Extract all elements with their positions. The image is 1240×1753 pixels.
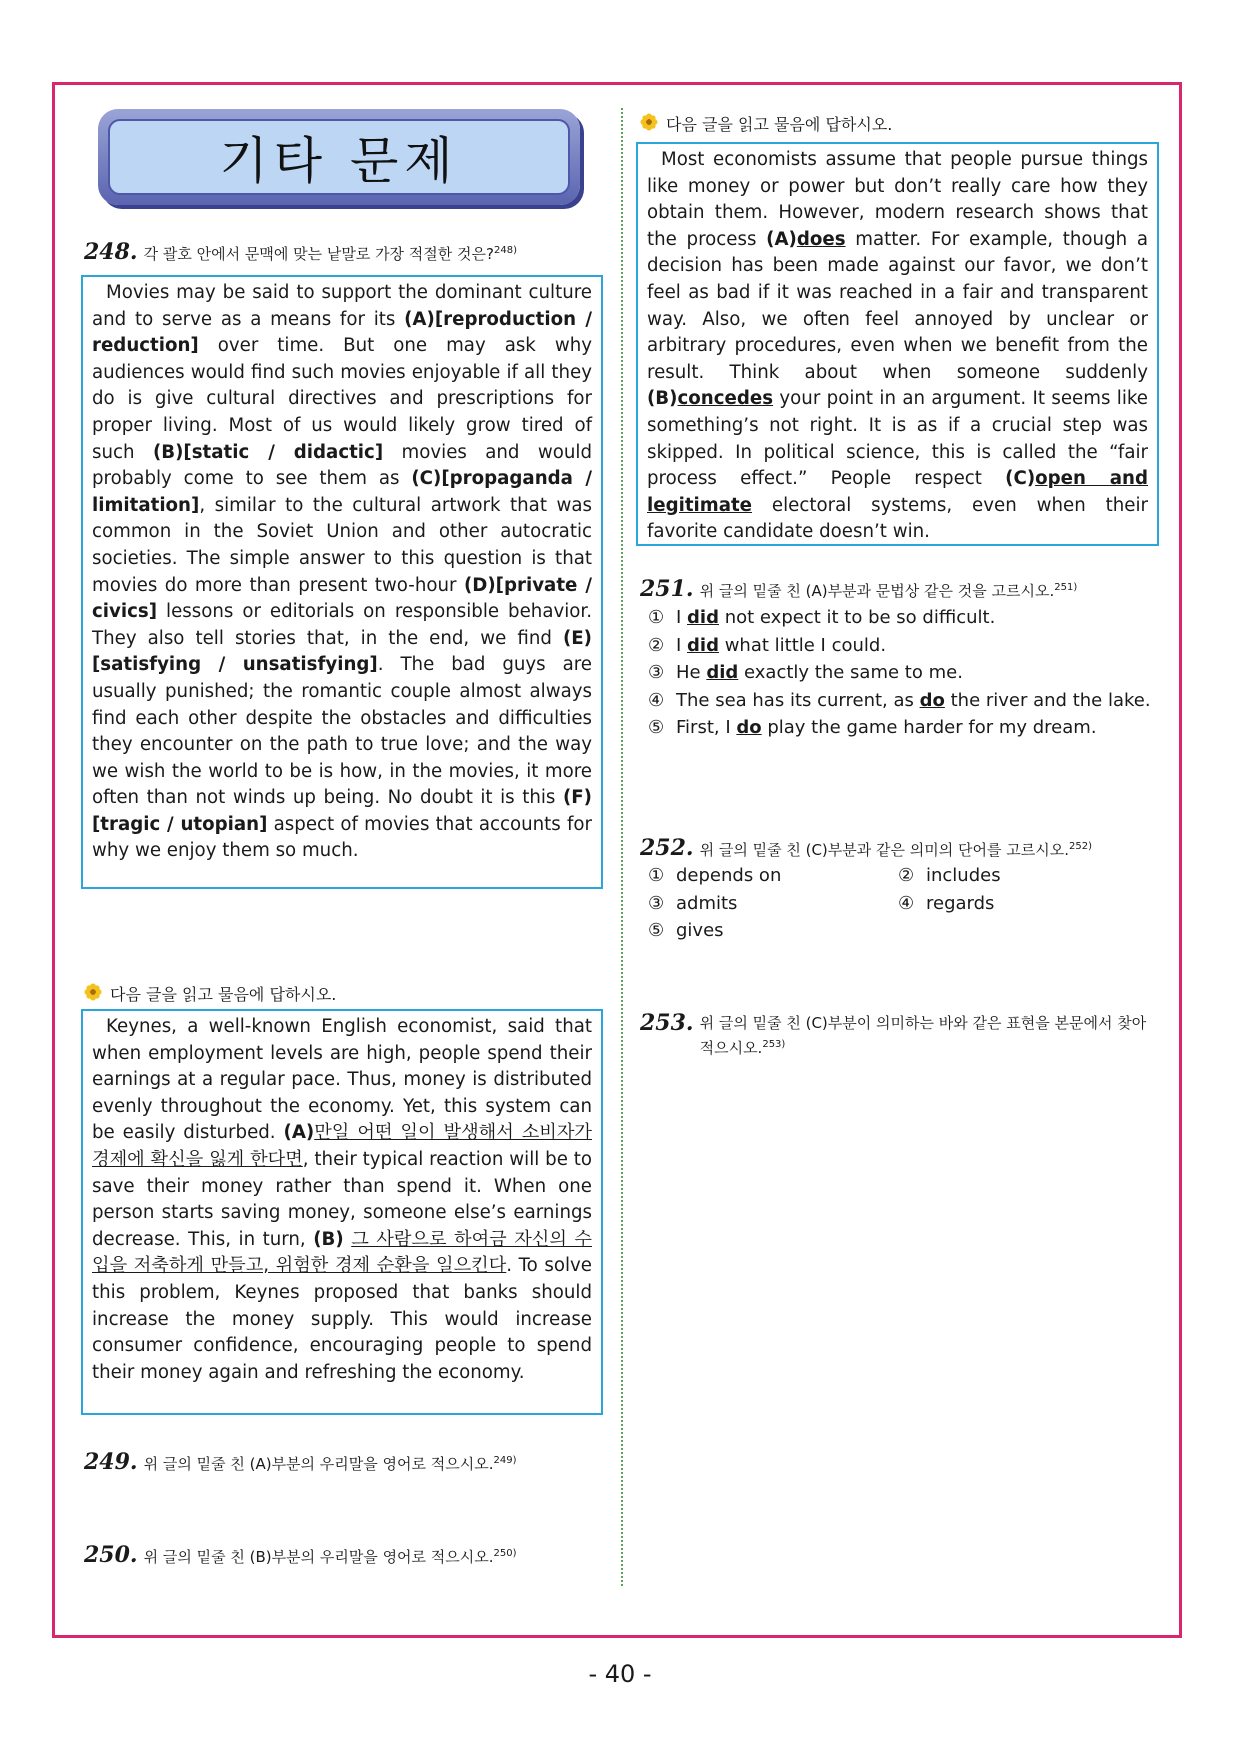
- passage-text: Most economists assume that people pursue things like money or power but don’t really care how they obtain them. However, modern research shows that the process: [647, 149, 1148, 250]
- passage-text: aspect of movies that accounts for why we enjoy them so much.: [92, 813, 593, 862]
- passage-text: , similar to the cultural artwork that was common in the Soviet Union and other autocratic societies. The simple answer to this question is that movies do more than present two-hour: [92, 494, 592, 596]
- label-c: (C): [1005, 468, 1036, 490]
- question-251-options: [648, 604, 1168, 742]
- option-text: He: [676, 662, 707, 683]
- passage-text: , their typical reaction will be to save their money rather than spend it. When one person starts saving money, someone else’s earnings decrease. This, in turn,: [92, 1148, 592, 1250]
- passage-text: Movies may be said to support the dominant culture and to serve as a means for its: [92, 282, 592, 330]
- option-text: I: [676, 607, 688, 628]
- option-key-word: do: [919, 689, 945, 711]
- instruction-text: 다음 글을 읽고 물음에 답하시오.: [110, 985, 337, 1004]
- option-key-word: did: [706, 662, 739, 683]
- option-number: ③: [648, 662, 665, 683]
- question-252-options: [648, 862, 1148, 945]
- option-text: what little I could.: [718, 634, 887, 656]
- option-number: ④: [648, 689, 665, 711]
- question-248-title: [84, 240, 624, 265]
- option-text: the river and the lake.: [944, 689, 1151, 711]
- option-number: ①: [648, 607, 665, 628]
- choice-f: (F)[tragic / utopian]: [92, 787, 592, 835]
- option-number: ④: [898, 892, 915, 914]
- option-4[interactable]: [898, 890, 1148, 918]
- passage-248-box: [81, 275, 603, 889]
- footnote-ref: 251): [1054, 582, 1078, 593]
- underlined-c: open and legitimate: [647, 468, 1148, 516]
- option-number: ①: [648, 865, 665, 886]
- passage-text: . The bad guys are usually punished; the romantic couple almost always find each other despite the obstacles and difficulties they encounter on the path to true love; and the way we wish the world to be is how, in the movies, it more often than not winds up being. No doubt it is this: [92, 654, 592, 809]
- passage-keynes-box: [81, 1009, 603, 1415]
- question-prompt: 위 글의 밑줄 친 (B)부분의 우리말을 영어로 적으시오.: [143, 1548, 494, 1566]
- section-title: 기타 문제: [108, 119, 570, 195]
- footnote-ref: 252): [1068, 841, 1092, 852]
- option-text: gives: [676, 920, 724, 941]
- option-number: ②: [898, 865, 915, 886]
- choice-a: (A)[reproduction / reduction]: [92, 308, 592, 357]
- underlined-a: 만일 어떤 일이 발생해서 소비자가 경제에 확신을 잃게 한다면: [92, 1122, 592, 1170]
- option-key-word: did: [687, 607, 719, 628]
- option-key-word: did: [687, 634, 719, 656]
- passage-text: Keynes, a well-known English economist, said that when employment levels are high, people spend their earnings at a regular pace. Thus, money is distributed evenly throughout the economy. Yet, this system can be easily disturbed.: [92, 1016, 592, 1144]
- flower-icon: [640, 113, 658, 137]
- option-5[interactable]: [648, 917, 898, 945]
- option-text: First, I: [676, 717, 737, 738]
- option-1[interactable]: [648, 862, 898, 890]
- option-key-word: do: [736, 717, 762, 738]
- choice-b: (B)[static / didactic]: [152, 441, 384, 463]
- underlined-b: 그 사람으로 하여금 자신의 수입을 저축하게 만들고, 위험한 경제 순환을 일으킨다: [92, 1228, 592, 1277]
- passage-text: movies and would probably come to see them as: [92, 441, 593, 490]
- option-text: not expect it to be so difficult.: [718, 607, 996, 628]
- choice-d: (D)[private / civics]: [92, 574, 592, 623]
- question-prompt: 위 글의 밑줄 친 (C)부분이 의미하는 바와 같은 표현을 본문에서 찾아 적으시오.: [699, 1014, 1147, 1057]
- label-b: (B): [313, 1228, 344, 1250]
- question-number: 251.: [640, 576, 694, 602]
- underlined-a: does: [796, 228, 846, 250]
- option-text: includes: [926, 865, 1001, 886]
- page-number: - 40 -: [588, 1660, 652, 1688]
- passage-text: over time. But one may ask why audiences would find such movies enjoyable if all they do is give cultural directives and prescriptions for proper living. Most of us would likely grow tired of such: [92, 335, 592, 463]
- question-number: 248.: [84, 239, 138, 265]
- question-number: 253.: [640, 1010, 694, 1036]
- option-2[interactable]: [898, 862, 1148, 890]
- question-249-title: [84, 1450, 624, 1475]
- label-a: (A): [283, 1122, 315, 1144]
- label-a: (A): [766, 228, 797, 250]
- option-number: ⑤: [648, 920, 665, 941]
- question-prompt: 각 괄호 안에서 문맥에 맞는 낱말로 가장 적절한 것은?: [143, 245, 494, 263]
- option-text: regards: [926, 892, 995, 914]
- instruction-text: 다음 글을 읽고 물음에 답하시오.: [666, 115, 893, 134]
- option-1[interactable]: [648, 604, 1168, 632]
- choice-e: (E)[satisfying / unsatisfying]: [92, 627, 592, 676]
- question-250-title: [84, 1543, 624, 1568]
- option-text: admits: [676, 892, 738, 914]
- option-number: ⑤: [648, 717, 665, 738]
- flower-icon: [84, 983, 102, 1007]
- option-text: depends on: [676, 865, 782, 886]
- option-3[interactable]: [648, 890, 898, 918]
- question-253-title: [640, 1012, 1160, 1059]
- question-number: 252.: [640, 835, 694, 861]
- question-prompt: 위 글의 밑줄 친 (C)부분과 같은 의미의 단어를 고르시오.: [699, 841, 1069, 859]
- footnote-ref: 250): [493, 1548, 517, 1559]
- instruction-keynes: [84, 983, 336, 1007]
- passage-text: . To solve this problem, Keynes proposed that banks should increase the money supply. This would increase consumer confidence, encouraging people to spend their money again and refreshing the economy.: [92, 1255, 592, 1383]
- section-title-banner: [98, 109, 580, 205]
- underlined-b: concedes: [677, 388, 774, 410]
- column-divider: [621, 108, 623, 1586]
- option-text: exactly the same to me.: [738, 662, 963, 683]
- choice-c: (C)[propaganda / limitation]: [92, 468, 592, 516]
- option-text: The sea has its current, as: [676, 689, 920, 711]
- option-2[interactable]: [648, 632, 1168, 660]
- footnote-ref: 253): [762, 1039, 786, 1050]
- option-text: play the game harder for my dream.: [761, 717, 1097, 738]
- passage-text: your point in an argument. It seems like something’s not right. It is as if a crucial step was skipped. In political science, this is called the “fair process effect.” People respect: [647, 388, 1148, 490]
- passage-text: lessons or editorials on responsible behavior. They also tell stories that, in the end, we find: [92, 601, 592, 649]
- question-prompt: 위 글의 밑줄 친 (A)부분과 문법상 같은 것을 고르시오.: [699, 582, 1055, 600]
- passage-text: electoral systems, even when their favorite candidate doesn’t win.: [647, 494, 1148, 543]
- question-251-title: [640, 577, 1180, 602]
- passage-economists-box: [636, 142, 1159, 546]
- question-prompt: 위 글의 밑줄 친 (A)부분의 우리말을 영어로 적으시오.: [143, 1455, 494, 1473]
- option-4[interactable]: [648, 687, 1168, 715]
- instruction-economists: [640, 113, 892, 137]
- passage-text: matter. For example, though a decision has been made against our favor, we don’t feel as bad if it was reached in a fair and transparent way. Also, we often feel annoyed by unclear or arbitrary procedures, even when we benefit from the result. Think about when someone suddenly: [647, 228, 1148, 383]
- label-b: (B): [647, 388, 678, 410]
- question-number: 250.: [84, 1542, 138, 1568]
- footnote-ref: 248): [494, 245, 517, 256]
- footnote-ref: 249): [493, 1455, 517, 1466]
- option-number: ②: [648, 634, 665, 656]
- option-number: ③: [648, 892, 665, 914]
- question-252-title: [640, 836, 1180, 861]
- option-5[interactable]: [648, 714, 1168, 742]
- option-text: I: [676, 634, 688, 656]
- option-3[interactable]: [648, 659, 1168, 687]
- question-number: 249.: [84, 1449, 138, 1475]
